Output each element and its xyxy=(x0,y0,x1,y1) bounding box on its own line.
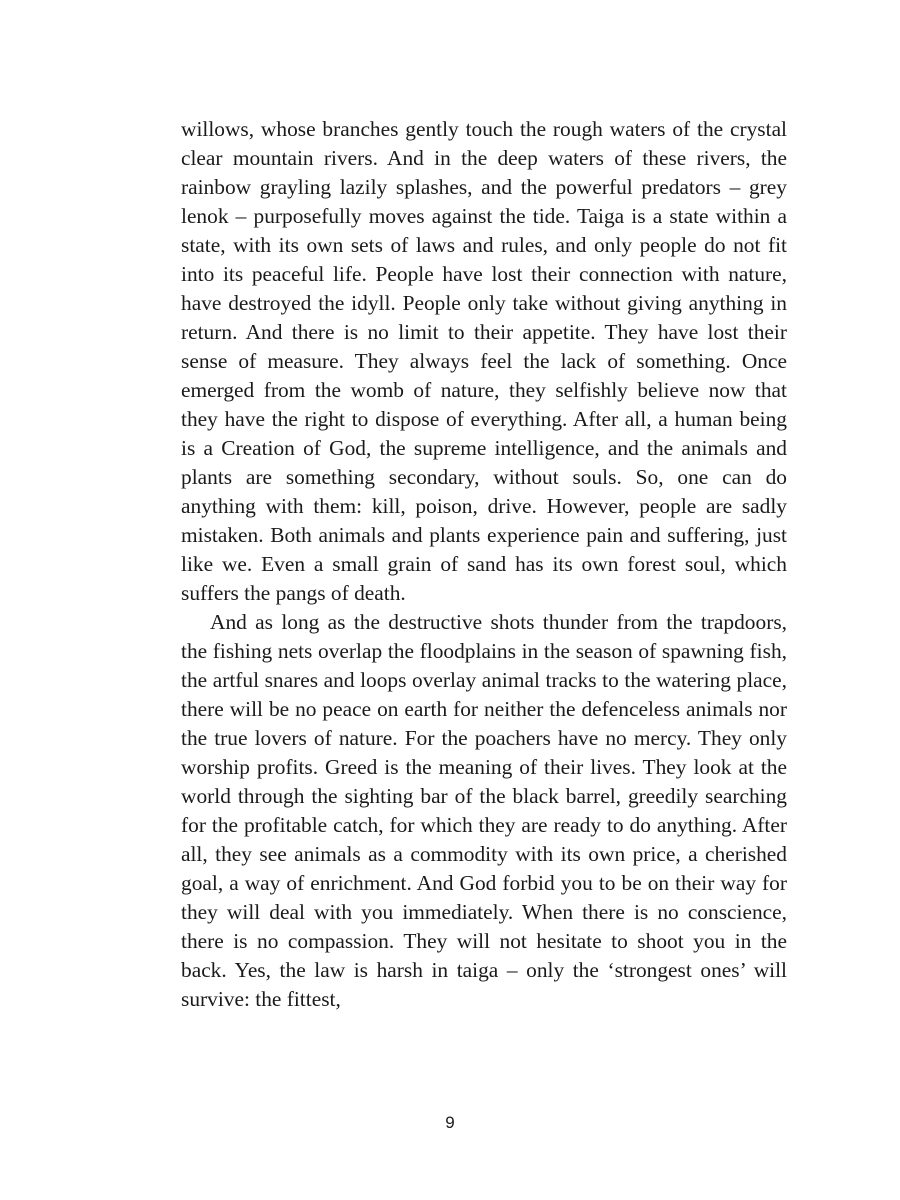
paragraph-poachers: And as long as the destructive shots thunder from the trapdoors, the fishing nets overlap the floodplains in the season of spawning fish, the artful snares and loops overlay animal tracks to the watering place, there will be no peace on earth for neither the defenceless animals nor the true lovers of nature. For the poachers have no mercy. They only worship profits. Greed is the meaning of their lives. They look at the world through the sighting bar of the black barrel, greedily searching for the profitable catch, for which they are ready to do anything. After all, they see animals as a commodity with its own price, a cherished goal, a way of enrichment. And God forbid you to be on their way for they will deal with you immediately. When there is no conscience, there is no compassion. They will not hesitate to shoot you in the back. Yes, the law is harsh in taiga – only the ‘strongest ones’ will survive: the fittest, xyxy=(181,610,787,1011)
body-text xyxy=(181,115,787,1014)
page-number: 9 xyxy=(445,1113,455,1132)
paragraph-continued: willows, whose branches gently touch the rough waters of the crystal clear mountain rivers. And in the deep waters of these rivers, the rainbow grayling lazily splashes, and the powerful predators – grey lenok – purposefully moves against the tide. Taiga is a state within a state, with its own sets of laws and rules, and only people do not fit into its peaceful life. People have lost their connection with nature, have destroyed the idyll. People only take without giving anything in return. And there is no limit to their appetite. They have lost their sense of measure. They always feel the lack of something. Once emerged from the womb of nature, they selfishly believe now that they have the right to dispose of everything. After all, a human being is a Creation of God, the supreme intelligence, and the animals and plants are something secondary, without souls. So, one can do anything with them: kill, poison, drive. However, people are sadly mistaken. Both animals and plants experience pain and suffering, just like we. Even a small grain of sand has its own forest soul, which suffers the pangs of death. xyxy=(181,117,787,605)
